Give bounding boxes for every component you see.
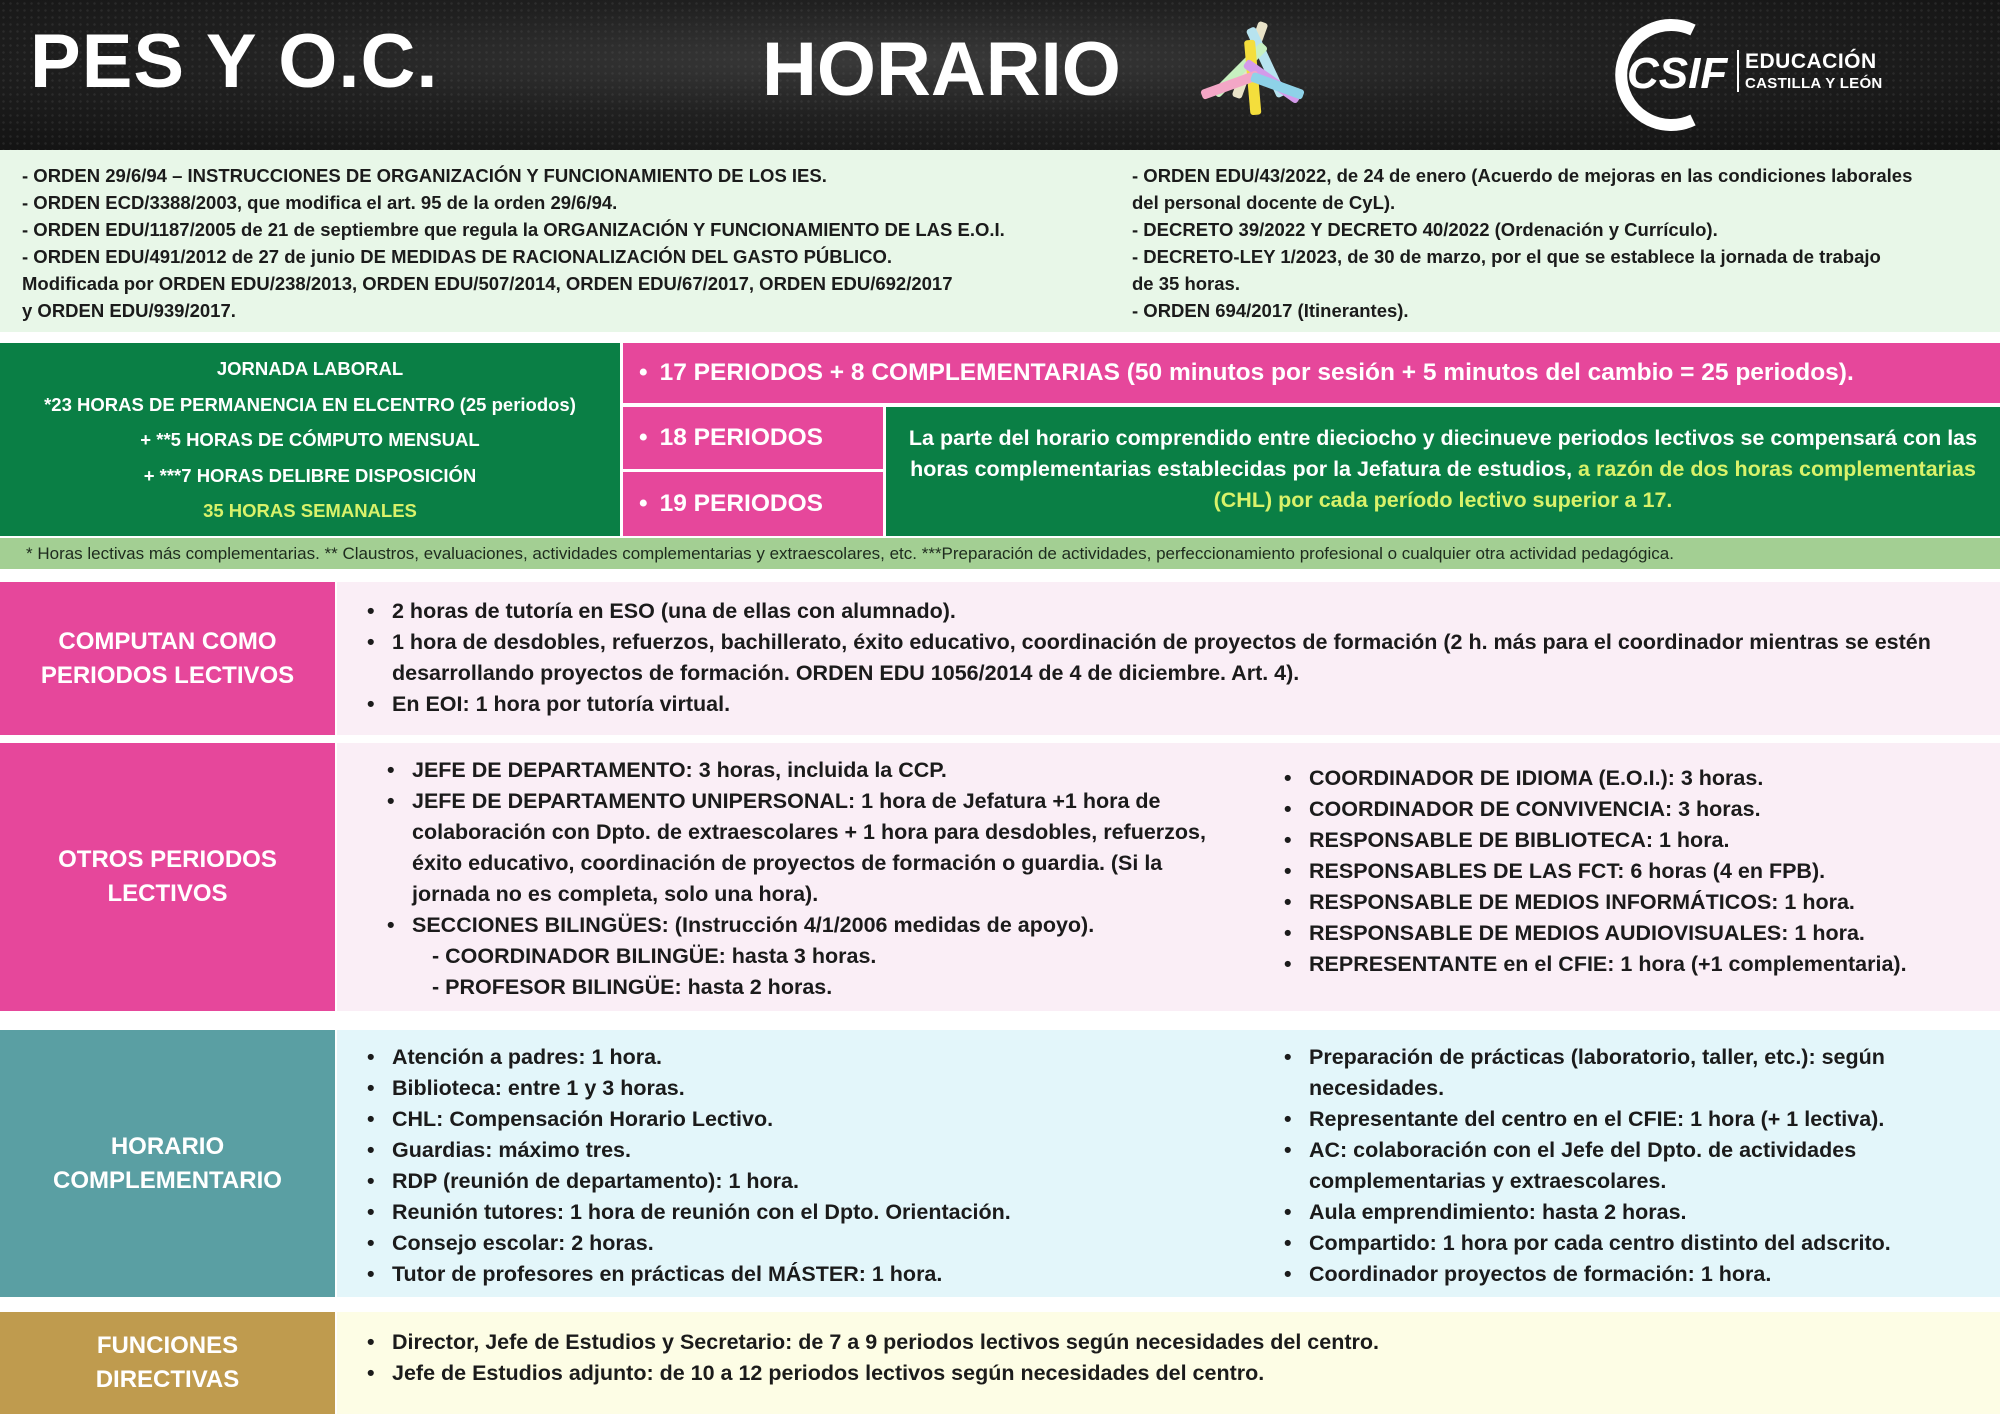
periods-18-text: 18 PERIODOS (659, 424, 823, 451)
logo-subtitle (1745, 50, 1883, 92)
list-item: • Biblioteca: entre 1 y 3 horas. (367, 1073, 1247, 1104)
compensation-text: La parte del horario comprendido entre dieciocho y diecinueve periodos lectivos se compensará con las horas complementarias establecidas por la Jefatura de estudios, (908, 426, 1978, 481)
section-label-directivas (0, 1312, 335, 1414)
list-item: • RESPONSABLES DE LAS FCT: 6 horas (4 en FPB). (1284, 856, 1984, 887)
reference-line: - ORDEN 29/6/94 – INSTRUCCIONES DE ORGANIZACIÓN Y FUNCIONAMIENTO DE LOS IES. (22, 165, 827, 186)
list-item: • RESPONSABLE DE BIBLIOTECA: 1 hora. (1284, 825, 1984, 856)
label-line: LECTIVOS (107, 880, 228, 907)
list-item: • Consejo escolar: 2 horas. (367, 1228, 1247, 1259)
section-label-otros (0, 743, 335, 1011)
label-line: OTROS PERIODOS (58, 846, 277, 873)
chalk-icon (1185, 20, 1325, 120)
compensation-box (886, 407, 2000, 536)
label-line: HORARIO (110, 1132, 225, 1160)
reference-line: - DECRETO-LEY 1/2023, de 30 de marzo, por el que se establece la jornada de trabajo (1132, 246, 1881, 267)
reference-line: - ORDEN EDU/1187/2005 de 21 de septiembre que regula la ORGANIZACIÓN Y FUNCIONAMIENTO DE LAS E.O.I. (22, 219, 1005, 240)
list-item: • Preparación de prácticas (laboratorio, taller, etc.): según necesidades. (1284, 1042, 1984, 1104)
section-panel-complementario (337, 1030, 2000, 1297)
list-item: • Coordinador proyectos de formación: 1 hora. (1284, 1259, 1984, 1290)
logo-line-1: EDUCACIÓN (1745, 50, 1877, 73)
jornada-laboral-box (0, 343, 620, 536)
list-item: • Atención a padres: 1 hora. (367, 1042, 1247, 1073)
footnote: * Horas lectivas más complementarias. ** Claustros, evaluaciones, actividades complementarias y extraescolares, etc. ***Preparación de actividades, perfeccionamiento profesional o cualquier otra actividad pedagógica. (0, 538, 2000, 569)
legal-references (0, 150, 2000, 332)
reference-line: - ORDEN ECD/3388/2003, que modifica el art. 95 de la orden 29/6/94. (22, 192, 618, 213)
logo-line-2: CASTILLA Y LEÓN (1745, 75, 1883, 92)
list-item: • En EOI: 1 hora por tutoría virtual. (367, 689, 1947, 720)
list-item: • Tutor de profesores en prácticas del MÁSTER: 1 hora. (367, 1259, 1247, 1290)
header-banner (0, 0, 2000, 150)
section-label-computan (0, 582, 335, 735)
references-left (22, 162, 1102, 324)
list-item: • 2 horas de tutoría en ESO (una de ellas con alumnado). (367, 596, 1947, 627)
list-item: • JEFE DE DEPARTAMENTO: 3 horas, incluida la CCP. (387, 755, 1217, 786)
list-subitem: - PROFESOR BILINGÜE: hasta 2 horas. (432, 975, 833, 999)
jornada-line: *23 HORAS DE PERMANENCIA EN ELCENTRO (25 periodos) (44, 393, 576, 415)
list-item: • RDP (reunión de departamento): 1 hora. (367, 1166, 1247, 1197)
label-line: DIRECTIVAS (95, 1366, 240, 1393)
reference-line: y ORDEN EDU/939/2017. (22, 300, 236, 321)
jornada-line: + ***7 HORAS DELIBRE DISPOSICIÓN (143, 464, 477, 486)
reference-line: - ORDEN EDU/43/2022, de 24 de enero (Acuerdo de mejoras en las condiciones laborales (1132, 165, 1913, 186)
label-line: COMPLEMENTARIO (53, 1166, 282, 1194)
list-item: • Reunión tutores: 1 hora de reunión con el Dpto. Orientación. (367, 1197, 1247, 1228)
compensation-highlight: a razón de dos horas complementarias (CHL) por cada período lectivo superior a 17. (1213, 457, 1976, 512)
section-label-complementario (0, 1030, 335, 1297)
section-panel-otros (337, 743, 2000, 1011)
list-item: • Jefe de Estudios adjunto: de 10 a 12 periodos lectivos según necesidades del centro. (367, 1358, 1947, 1389)
reference-line: de 35 horas. (1132, 273, 1240, 294)
list-item: • JEFE DE DEPARTAMENTO UNIPERSONAL: 1 hora de Jefatura +1 hora de colaboración con Dpto. de extraescolares + 1 hora para desdobles, refuerzos, éxito educativo, coordinación de proyectos de formación o guardia. (Si la jornada no es completa, solo una hora). (387, 786, 1217, 910)
reference-line: - ORDEN EDU/491/2012 de 27 de junio DE MEDIDAS DE RACIONALIZACIÓN DEL GASTO PÚBLICO. (22, 246, 892, 267)
reference-line: Modificada por ORDEN EDU/238/2013, ORDEN EDU/507/2014, ORDEN EDU/67/2017, ORDEN EDU/692/2017 (22, 273, 953, 294)
list-item: • RESPONSABLE DE MEDIOS AUDIOVISUALES: 1 hora. (1284, 918, 1984, 949)
list-item: • 1 hora de desdobles, refuerzos, bachillerato, éxito educativo, coordinación de proyectos de formación (2 h. más para el coordinador mientras se estén desarrollando proyectos de formación. ORDEN EDU 1056/2014 de 4 de diciembre. Art. 4). (367, 627, 1947, 689)
references-right (1132, 162, 1992, 324)
label-line: COMPUTAN COMO (58, 627, 277, 655)
list-item: • Director, Jefe de Estudios y Secretario: de 7 a 9 periodos lectivos según necesidades del centro. (367, 1327, 1947, 1358)
list-subitem: - COORDINADOR BILINGÜE: hasta 3 horas. (432, 944, 877, 968)
periods-17 (623, 343, 2000, 403)
periods-19 (623, 472, 883, 536)
label-line: PERIODOS LECTIVOS (40, 661, 295, 689)
list-item: • REPRESENTANTE en el CFIE: 1 hora (+1 complementaria). (1284, 949, 1984, 980)
list-item: • CHL: Compensación Horario Lectivo. (367, 1104, 1247, 1135)
list-item: • Compartido: 1 hora por cada centro distinto del adscrito. (1284, 1228, 1984, 1259)
jornada-total: 35 HORAS SEMANALES (203, 500, 417, 521)
label-line: FUNCIONES (96, 1332, 239, 1359)
logo-text: CSIF (1627, 49, 1728, 98)
list-item: • COORDINADOR DE IDIOMA (E.O.I.): 3 horas. (1284, 763, 1984, 794)
list-item: • Representante del centro en el CFIE: 1 hora (+ 1 lectiva). (1284, 1104, 1984, 1135)
list-item: • Guardias: máximo tres. (367, 1135, 1247, 1166)
list-item: • Aula emprendimiento: hasta 2 horas. (1284, 1197, 1984, 1228)
jornada-line: + **5 HORAS DE CÓMPUTO MENSUAL (140, 429, 480, 450)
section-panel-directivas (337, 1312, 2000, 1414)
list-item: • SECCIONES BILINGÜES: (Instrucción 4/1/2006 medidas de apoyo). (387, 910, 1217, 941)
periods-17-text: 17 PERIODOS + 8 COMPLEMENTARIAS (50 minutos por sesión + 5 minutos del cambio = 25 periodos). (659, 359, 1854, 386)
list-item: • AC: colaboración con el Jefe del Dpto. de actividades complementarias y extraescolares. (1284, 1135, 1984, 1197)
logo-divider (1737, 50, 1739, 92)
list-item: • COORDINADOR DE CONVIVENCIA: 3 horas. (1284, 794, 1984, 825)
reference-line: - ORDEN 694/2017 (Itinerantes). (1132, 300, 1409, 321)
list-item: • RESPONSABLE DE MEDIOS INFORMÁTICOS: 1 hora. (1284, 887, 1984, 918)
page-title: HORARIO (762, 27, 1121, 112)
periods-19-text: 19 PERIODOS (659, 490, 823, 517)
jornada-line: JORNADA LABORAL (216, 358, 404, 379)
reference-line: - DECRETO 39/2022 Y DECRETO 40/2022 (Ordenación y Currículo). (1132, 219, 1718, 240)
periods-18 (623, 407, 883, 469)
section-panel-computan (337, 582, 2000, 735)
reference-line: del personal docente de CyL). (1132, 192, 1396, 213)
title-left: PES Y O.C. (30, 19, 439, 104)
